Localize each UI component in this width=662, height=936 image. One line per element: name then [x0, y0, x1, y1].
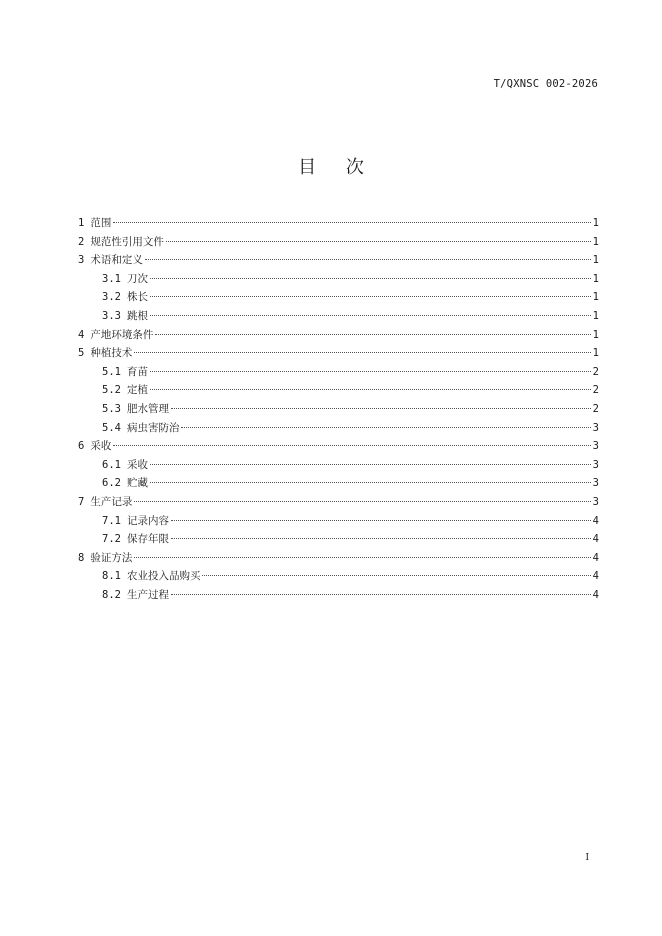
- toc-entry-number: 5: [78, 347, 85, 360]
- toc-entry-label: 贮藏: [126, 477, 148, 490]
- toc-entry[interactable]: [78, 214, 599, 233]
- toc-entry-page: 4: [592, 533, 599, 546]
- toc-entry-label: 采收: [126, 458, 148, 471]
- toc-dot-leader: [202, 575, 590, 576]
- toc-entry-label: 农业投入品购买: [126, 570, 201, 583]
- toc-dot-leader: [113, 445, 590, 446]
- toc-entry-label: 生产过程: [126, 588, 169, 601]
- toc-entry[interactable]: [78, 326, 599, 345]
- page-number: I: [585, 853, 589, 863]
- toc-entry-number: 3.1: [102, 272, 121, 285]
- toc-dot-leader: [134, 557, 590, 558]
- toc-entry-number: 8.2: [102, 588, 121, 601]
- toc-entry-number: 5.3: [102, 402, 121, 415]
- toc-entry[interactable]: [78, 512, 599, 531]
- toc-entry[interactable]: [78, 419, 599, 438]
- toc-entry-label: 刀次: [126, 272, 148, 285]
- toc-entry[interactable]: [78, 456, 599, 475]
- toc-dot-leader: [171, 594, 591, 595]
- toc-dot-leader: [150, 371, 591, 372]
- toc-entry-page: 1: [592, 328, 599, 341]
- toc-entry-number: 7.2: [102, 533, 121, 546]
- toc-entry-page: 3: [592, 477, 599, 490]
- toc-dot-leader: [134, 501, 590, 502]
- toc-dot-leader: [145, 259, 591, 260]
- toc-entry-page: 4: [592, 588, 599, 601]
- toc-entry-number: 6: [78, 440, 85, 453]
- toc-entry-page: 1: [592, 254, 599, 267]
- toc-entry-label: 跳根: [126, 309, 148, 322]
- toc-entry-page: 4: [592, 570, 599, 583]
- toc-entry-page: 1: [592, 309, 599, 322]
- toc-entry-number: 1: [78, 217, 85, 229]
- toc-entry-page: 3: [592, 440, 599, 453]
- toc-entry-number: 5.2: [102, 384, 121, 397]
- toc-dot-leader: [150, 296, 591, 297]
- toc-entry-number: 3: [78, 254, 85, 267]
- toc-entry[interactable]: [78, 567, 599, 586]
- toc-entry-label: 种植技术: [90, 347, 133, 360]
- table-of-contents: [78, 214, 599, 604]
- toc-entry[interactable]: [78, 270, 599, 289]
- toc-entry-number: 5.1: [102, 365, 121, 378]
- toc-entry-page: 4: [592, 514, 599, 527]
- toc-entry-number: 5.4: [102, 421, 121, 434]
- standard-code: T/QXNSC 002-2026: [493, 78, 598, 90]
- toc-entry-number: 6.1: [102, 458, 121, 471]
- toc-dot-leader: [171, 408, 591, 409]
- toc-entry-page: 1: [592, 217, 599, 229]
- toc-entry-page: 1: [592, 347, 599, 360]
- toc-entry-label: 验证方法: [90, 551, 133, 564]
- toc-dot-leader: [150, 482, 591, 483]
- toc-entry[interactable]: [78, 233, 599, 252]
- toc-dot-leader: [171, 538, 591, 539]
- toc-entry-page: 2: [592, 402, 599, 415]
- toc-entry[interactable]: [78, 400, 599, 419]
- toc-dot-leader: [150, 315, 591, 316]
- toc-dot-leader: [150, 464, 591, 465]
- toc-entry-number: 2: [78, 235, 85, 248]
- toc-entry[interactable]: [78, 363, 599, 382]
- toc-entry-number: 8.1: [102, 570, 121, 583]
- toc-entry[interactable]: [78, 251, 599, 270]
- toc-entry[interactable]: [78, 381, 599, 400]
- toc-entry-label: 规范性引用文件: [90, 235, 164, 248]
- toc-entry[interactable]: [78, 493, 599, 512]
- toc-entry-number: 7: [78, 495, 85, 508]
- toc-entry-page: 2: [592, 365, 599, 378]
- toc-entry-label: 产地环境条件: [90, 328, 154, 341]
- toc-entry[interactable]: [78, 307, 599, 326]
- toc-entry-number: 6.2: [102, 477, 121, 490]
- toc-entry-label: 生产记录: [90, 495, 133, 508]
- toc-entry-number: 4: [78, 328, 85, 341]
- toc-dot-leader: [150, 389, 591, 390]
- toc-dot-leader: [155, 334, 590, 335]
- toc-entry-label: 记录内容: [126, 514, 169, 527]
- toc-dot-leader: [113, 222, 590, 223]
- toc-dot-leader: [181, 427, 590, 428]
- toc-entry-label: 范围: [90, 217, 112, 229]
- toc-entry-number: 7.1: [102, 514, 121, 527]
- toc-entry-page: 3: [592, 421, 599, 434]
- toc-entry[interactable]: [78, 530, 599, 549]
- toc-dot-leader: [150, 278, 591, 279]
- toc-entry-page: 4: [592, 551, 599, 564]
- toc-entry-page: 3: [592, 458, 599, 471]
- toc-entry-label: 定植: [126, 384, 148, 397]
- toc-entry-label: 保存年限: [126, 533, 169, 546]
- toc-entry-page: 3: [592, 495, 599, 508]
- toc-entry-number: 3.2: [102, 291, 121, 304]
- toc-entry-label: 术语和定义: [90, 254, 143, 267]
- toc-entry-label: 病虫害防治: [126, 421, 180, 434]
- toc-entry-label: 采收: [90, 440, 112, 453]
- toc-entry-number: 8: [78, 551, 85, 564]
- toc-title: 目 次: [298, 157, 376, 178]
- toc-entry-number: 3.3: [102, 309, 121, 322]
- toc-entry[interactable]: [78, 288, 599, 307]
- toc-entry[interactable]: [78, 586, 599, 605]
- toc-entry-label: 株长: [126, 291, 148, 304]
- toc-entry-page: 1: [592, 291, 599, 304]
- toc-entry-page: 1: [592, 235, 599, 248]
- toc-entry-page: 2: [592, 384, 599, 397]
- toc-entry-label: 肥水管理: [126, 402, 169, 415]
- toc-entry[interactable]: [78, 474, 599, 493]
- toc-dot-leader: [134, 352, 590, 353]
- toc-dot-leader: [171, 520, 591, 521]
- toc-dot-leader: [166, 241, 591, 242]
- toc-entry[interactable]: [78, 344, 599, 363]
- toc-entry[interactable]: [78, 549, 599, 568]
- toc-entry-page: 1: [592, 272, 599, 285]
- toc-entry-label: 育苗: [126, 365, 148, 378]
- toc-entry[interactable]: [78, 437, 599, 456]
